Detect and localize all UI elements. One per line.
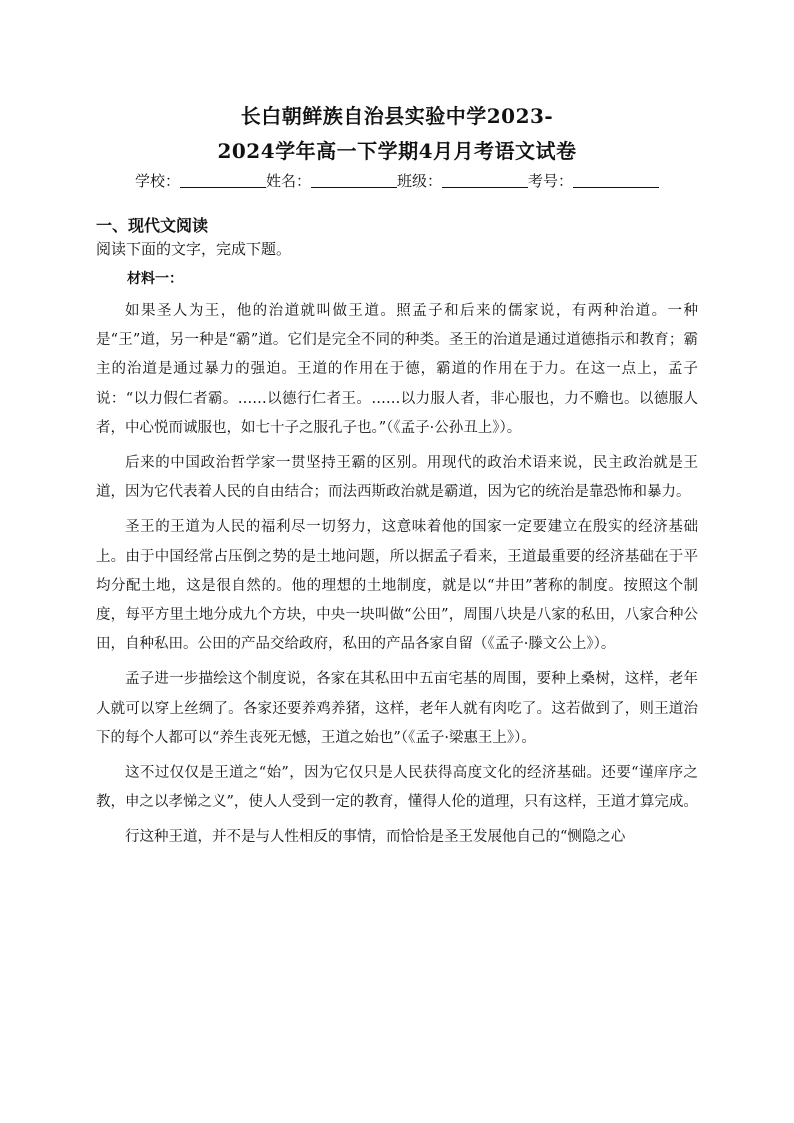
exam-title-line-2: 2024学年高一下学期4月月考语文试卷 xyxy=(217,139,577,163)
material-label: 材料一： xyxy=(127,271,183,287)
name-label: 姓名： xyxy=(265,172,311,190)
class-blank xyxy=(442,172,528,188)
school-blank xyxy=(180,172,266,188)
exam-title-line-1: 长白朝鲜族自治县实验中学2023- xyxy=(240,104,554,128)
passage-paragraph: 后来的中国政治哲学家一贯坚持王霸的区别。用现代的政治术语来说，民主政治就是王道，因为它代表着人民的自由结合；而法西斯政治就是霸道，因为它的统治是靠恐怖和暴力。 xyxy=(96,455,698,501)
section-heading: 一、现代文阅读 xyxy=(96,216,209,235)
school-label: 学校： xyxy=(134,172,180,190)
reading-instruction: 阅读下面的文字，完成下题。 xyxy=(96,240,292,258)
passage-paragraph: 如果圣人为王，他的治道就叫做王道。照孟子和后来的儒家说，有两种治道。一种是“王”道，另一种是“霸”道。它们是完全不同的种类。圣王的治道是通过道德指示和教育；霸主的治道是通过暴力的强迫。王道的作用在于德，霸道的作用在于力。在这一点上，孟子说：“以力假仁者霸。……以德行仁者王。……以力服人者，非心服也，力不赡也。以德服人者，中心悦而诚服也，如七十子之服孔子也。”（《孟子·公孙丑上》）。 xyxy=(96,303,698,436)
passage-paragraph: 这不过仅仅是王道之“始”，因为它仅只是人民获得高度文化的经济基础。还要“谨庠序之教，申之以孝悌之义”，使人人受到一定的教育，懂得人伦的道理，只有这样，王道才算完成。 xyxy=(96,765,698,811)
class-label: 班级： xyxy=(397,172,443,190)
passage-paragraph: 行这种王道，并不是与人性相反的事情，而恰恰是圣王发展他自己的“恻隐之心 xyxy=(125,829,626,846)
reading-passage xyxy=(96,297,698,859)
passage-paragraph: 圣王的王道为人民的福利尽一切努力，这意味着他的国家一定要建立在殷实的经济基础上。由于中国经常占压倒之势的是土地问题，所以据孟子看来，王道最重要的经济基础在于平均分配土地，这是很自然的。他的理想的土地制度，就是以“井田”著称的制度。按照这个制度，每平方里土地分成九个方块，中央一块叫做“公田”，周围八块是八家的私田，八家合种公田，自种私田。公田的产品交给政府，私田的产品各家自留（《孟子·滕文公上》）。 xyxy=(96,519,698,653)
student-info-row xyxy=(0,171,794,191)
passage-paragraph: 孟子进一步描绘这个制度说，各家在其私田中五亩宅基的周围，要种上桑树，这样，老年人就可以穿上丝绸了。各家还要养鸡养猪，这样，老年人就有肉吃了。这若做到了，则王道治下的每个人都可以“养生丧死无憾，王道之始也”（《孟子·梁惠王上》）。 xyxy=(96,671,698,746)
name-blank xyxy=(311,172,397,188)
exam-number-blank xyxy=(573,172,659,188)
exam-number-label: 考号： xyxy=(528,172,574,190)
